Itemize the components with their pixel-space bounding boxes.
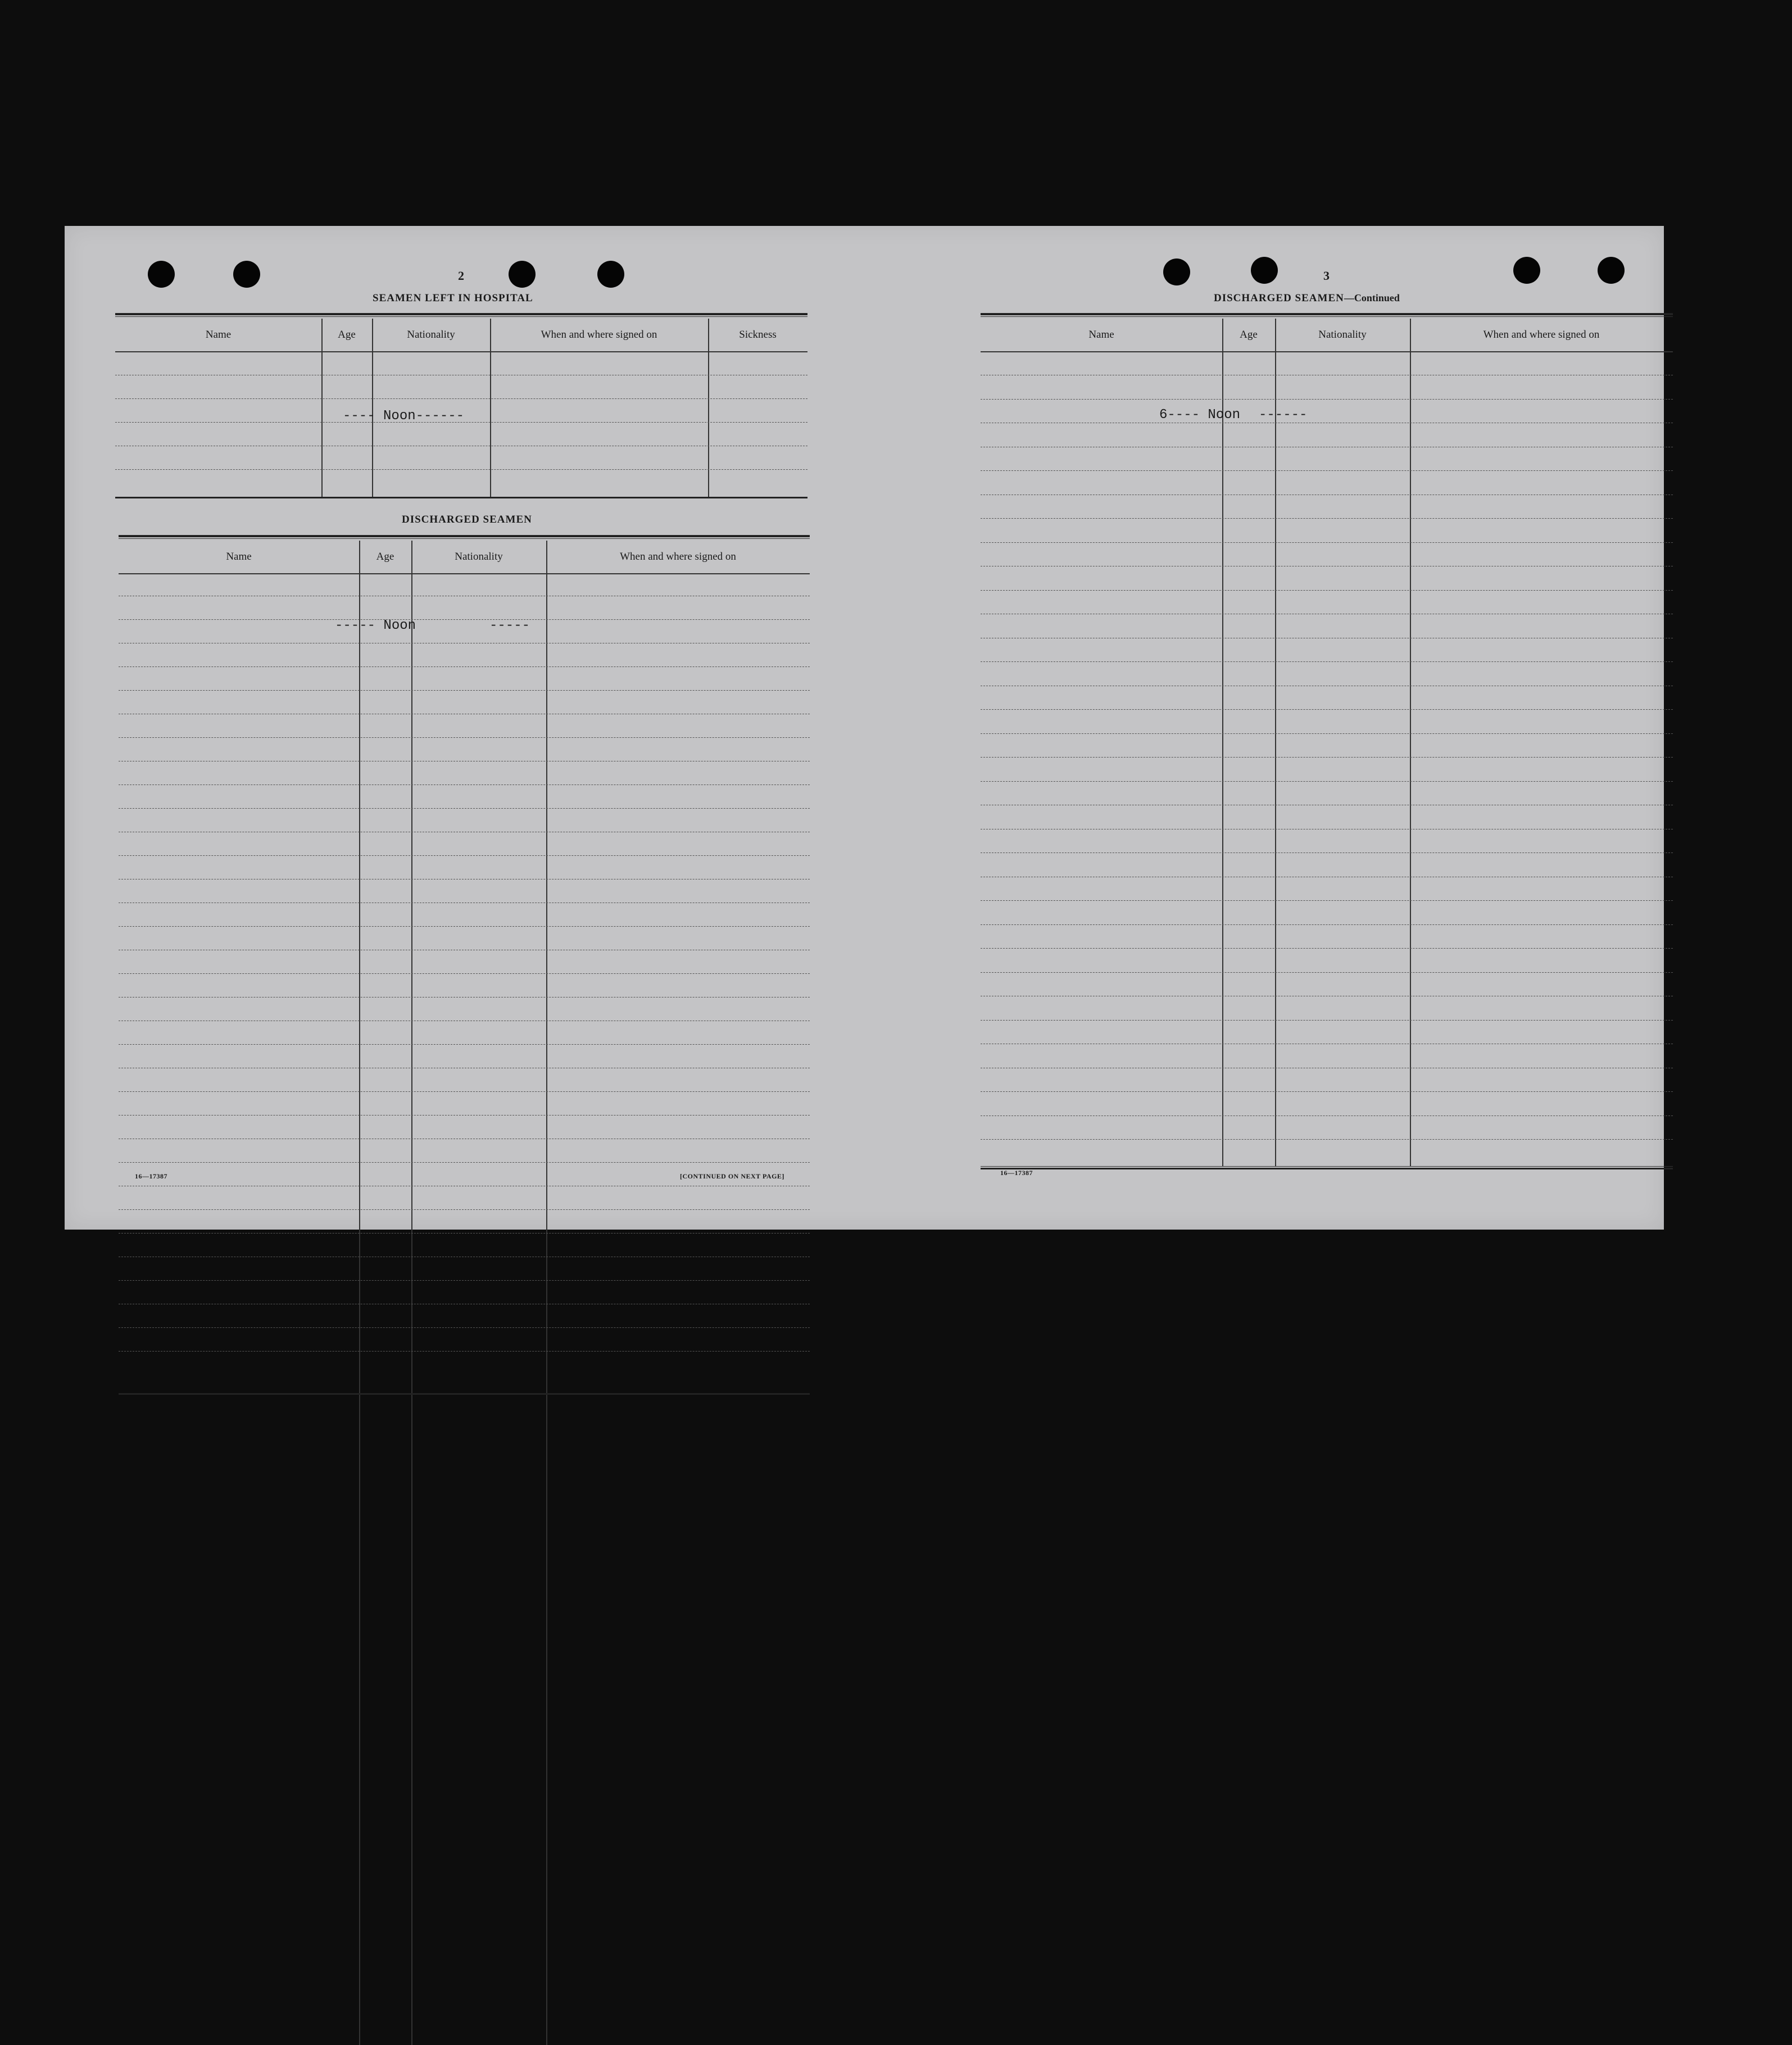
table-row	[981, 661, 1673, 662]
punch-hole	[1163, 259, 1190, 285]
table-row	[981, 518, 1673, 519]
table-row	[119, 1162, 810, 1163]
typed-entry: ---- Noon------	[343, 409, 465, 424]
continued-note: [CONTINUED ON NEXT PAGE]	[680, 1172, 784, 1180]
column-header: Name	[1088, 329, 1114, 341]
table-row	[119, 666, 810, 667]
form-number: 16—17387	[135, 1172, 167, 1180]
document-sheet	[65, 226, 1664, 1230]
table-row	[119, 1115, 810, 1116]
section-title-discharged: DISCHARGED SEAMEN	[402, 514, 532, 525]
page-number: 3	[1323, 269, 1330, 283]
table-row	[115, 398, 807, 399]
table-row	[119, 808, 810, 809]
column-header: Age	[376, 551, 394, 563]
section-title-discharged-continued	[1214, 292, 1400, 305]
table-row	[119, 1351, 810, 1352]
table-row	[981, 781, 1673, 782]
table-row	[981, 1020, 1673, 1021]
typed-entry: -----	[489, 618, 530, 633]
table-row	[115, 469, 807, 470]
column-header: When and where signed on	[620, 551, 736, 563]
table-row	[981, 1139, 1673, 1140]
column-header: Age	[338, 329, 356, 341]
section-title-text: DISCHARGED SEAMEN	[1214, 292, 1344, 304]
table-row	[119, 1044, 810, 1045]
section-title-suffix: —Continued	[1344, 292, 1400, 303]
column-header: When and where signed on	[1483, 329, 1600, 341]
left-page	[65, 226, 879, 1230]
table-header	[981, 319, 1673, 352]
discharged-table-rows	[119, 535, 810, 1393]
discharged-continued-table	[981, 313, 1673, 1166]
table-row	[119, 973, 810, 974]
typed-entry: 6---- Noon	[1159, 407, 1241, 423]
table-row	[981, 948, 1673, 949]
table-row	[981, 924, 1673, 925]
typed-entry: ----- Noon	[335, 618, 416, 633]
column-header: Name	[226, 551, 252, 563]
right-page	[863, 226, 1664, 1230]
table-row	[119, 737, 810, 738]
table-row	[981, 542, 1673, 543]
punch-hole	[1513, 257, 1540, 284]
table-row	[981, 709, 1673, 710]
column-header: Nationality	[407, 329, 455, 341]
punch-hole	[1251, 257, 1278, 284]
column-header: Name	[205, 329, 232, 341]
table-row	[119, 855, 810, 856]
punch-hole	[233, 261, 260, 288]
punch-hole	[1598, 257, 1625, 284]
table-row	[119, 690, 810, 691]
typed-entry: ------	[1259, 407, 1308, 423]
table-row	[119, 1209, 810, 1210]
column-header: Nationality	[1318, 329, 1367, 341]
table-row	[119, 1280, 810, 1281]
table-row	[119, 1233, 810, 1234]
table-row	[981, 1091, 1673, 1092]
column-header: Nationality	[455, 551, 503, 563]
section-title-hospital: SEAMEN LEFT IN HOSPITAL	[373, 292, 533, 304]
column-header: When and where signed on	[541, 329, 657, 341]
table-row	[981, 972, 1673, 973]
table-row	[981, 470, 1673, 471]
table-row	[119, 1327, 810, 1328]
column-header: Sickness	[739, 329, 777, 341]
form-number: 16—17387	[1000, 1169, 1033, 1177]
hospital-table	[115, 313, 807, 498]
table-row	[119, 926, 810, 927]
table-row	[981, 399, 1673, 400]
page-number: 2	[458, 269, 464, 283]
table-row	[981, 733, 1673, 734]
table-row	[981, 590, 1673, 591]
table-header	[115, 319, 807, 352]
table-row	[981, 900, 1673, 901]
table-bottom-rule	[119, 1393, 810, 1395]
table-row	[119, 619, 810, 620]
column-header: Age	[1240, 329, 1258, 341]
punch-hole	[597, 261, 624, 288]
table-row	[981, 757, 1673, 758]
table-row	[119, 1091, 810, 1092]
punch-hole	[148, 261, 175, 288]
punch-hole	[509, 261, 536, 288]
